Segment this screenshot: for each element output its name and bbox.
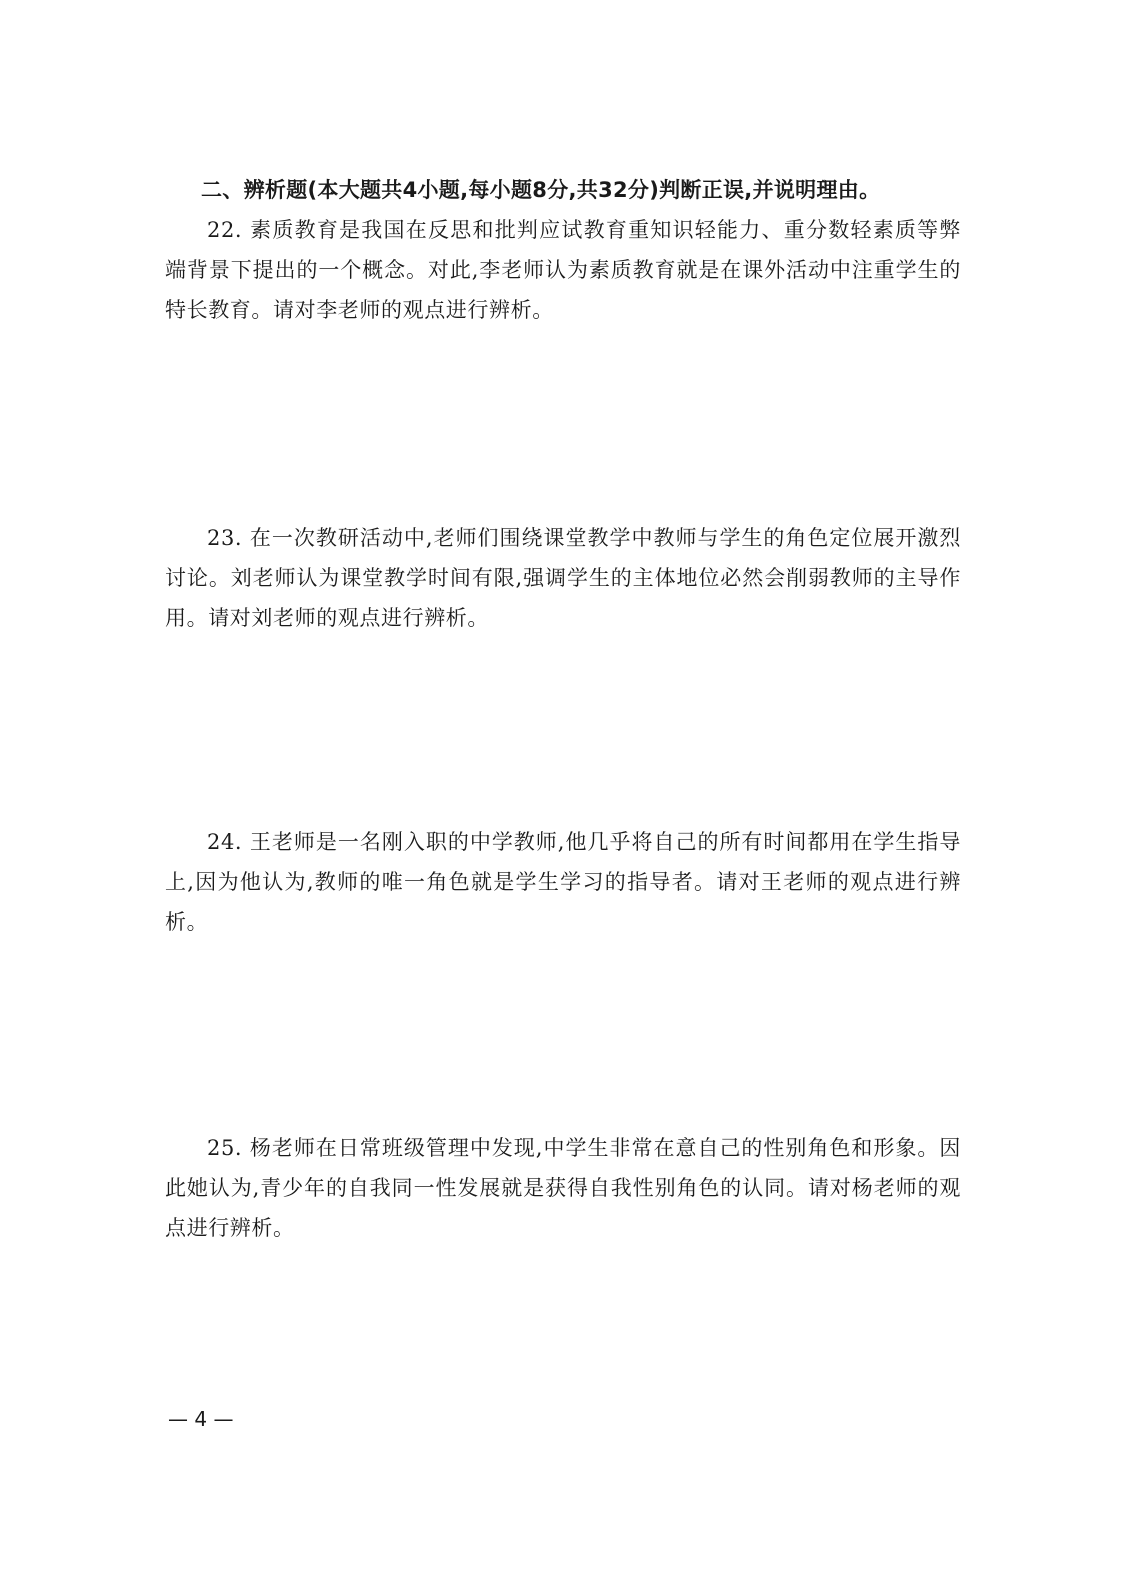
question-24: 24. 王老师是一名刚入职的中学教师,他几乎将自己的所有时间都用在学生指导上,因为他认为,教师的唯一角色就是学生学习的指导者。请对王老师的观点进行辨析。	[165, 830, 961, 934]
section-heading: 二、辨析题(本大题共4小题,每小题8分,共32分)判断正误,并说明理由。	[201, 178, 881, 202]
page-number: — 4 —	[168, 1407, 234, 1431]
question-22: 22. 素质教育是我国在反思和批判应试教育重知识轻能力、重分数轻素质等弊端背景下提出的一个概念。对此,李老师认为素质教育就是在课外活动中注重学生的特长教育。请对李老师的观点进行辨析。	[165, 218, 961, 322]
question-23: 23. 在一次教研活动中,老师们围绕课堂教学中教师与学生的角色定位展开激烈讨论。刘老师认为课堂教学时间有限,强调学生的主体地位必然会削弱教师的主导作用。请对刘老师的观点进行辨析。	[165, 526, 961, 630]
question-25: 25. 杨老师在日常班级管理中发现,中学生非常在意自己的性别角色和形象。因此她认为,青少年的自我同一性发展就是获得自我性别角色的认同。请对杨老师的观点进行辨析。	[165, 1136, 961, 1240]
